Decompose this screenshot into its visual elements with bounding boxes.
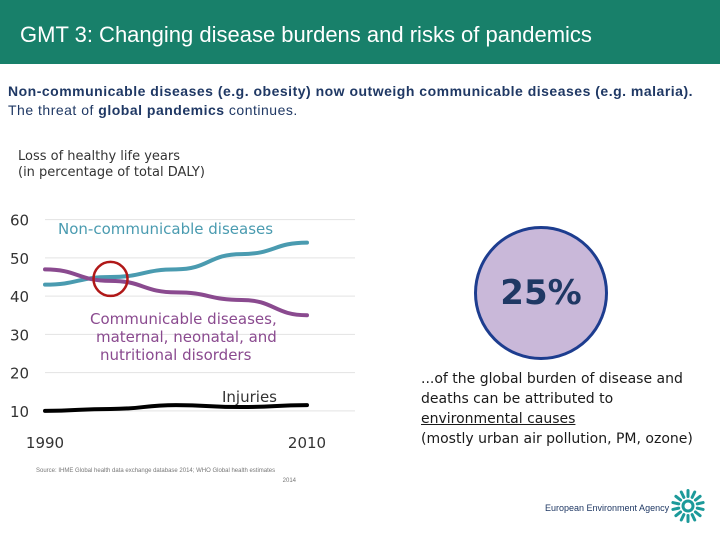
eea-logo-icon bbox=[670, 488, 706, 524]
y-tick-label: 30 bbox=[10, 326, 30, 345]
chart-title-line-2: (in percentage of total DALY) bbox=[18, 165, 205, 180]
intro-bold-2: global pandemics bbox=[98, 102, 225, 118]
logo-ray bbox=[687, 489, 690, 498]
series-line-communicable bbox=[45, 269, 307, 315]
intro-text bbox=[8, 82, 713, 120]
intro-text-3: continues. bbox=[224, 102, 298, 118]
x-tick-label: 2010 bbox=[287, 434, 327, 452]
percentage-badge bbox=[474, 226, 608, 360]
series-label-communicable-line-1: Communicable diseases, bbox=[90, 310, 277, 328]
daly-line-chart bbox=[0, 140, 400, 460]
series-label-injuries: Injuries bbox=[222, 388, 277, 406]
x-tick-label: 1990 bbox=[25, 434, 65, 452]
environment-line-3: environmental causes bbox=[421, 411, 576, 427]
series-label-communicable-line-3: nutritional disorders bbox=[100, 346, 252, 364]
logo-ray bbox=[671, 506, 680, 511]
series-line-injuries bbox=[45, 405, 307, 411]
logo-ray bbox=[687, 514, 690, 523]
source-text: Source: IHME Global health data exchange database 2014; WHO Global health estimates bbox=[36, 468, 276, 474]
chart-title-line-1: Loss of healthy life years bbox=[18, 149, 180, 164]
logo-ray bbox=[671, 501, 680, 506]
source-year: 2014 bbox=[282, 478, 296, 484]
percentage-value: 25% bbox=[500, 273, 582, 313]
environment-line-2: deaths can be attributed to bbox=[421, 391, 614, 407]
environment-line-1: ...of the global burden of disease and bbox=[421, 371, 683, 387]
y-tick-label: 40 bbox=[10, 288, 30, 307]
intro-text-2: The threat of bbox=[8, 102, 99, 118]
y-tick-label: 10 bbox=[10, 402, 30, 421]
intro-bold-1: Non-communicable diseases (e.g. obesity) now outweigh communicable diseases (e.g. malaria). bbox=[8, 83, 694, 99]
logo-ray bbox=[695, 506, 704, 511]
series-label-noncommunicable: Non-communicable diseases bbox=[58, 220, 274, 238]
agency-name: European Environment Agency bbox=[545, 503, 670, 513]
y-tick-label: 20 bbox=[10, 364, 30, 383]
logo-ray bbox=[695, 501, 704, 506]
y-tick-label: 50 bbox=[10, 249, 30, 268]
environment-line-4: (mostly urban air pollution, PM, ozone) bbox=[421, 431, 693, 447]
environment-note bbox=[421, 369, 711, 449]
page-title: GMT 3: Changing disease burdens and risks of pandemics bbox=[20, 22, 592, 47]
header-bar bbox=[0, 0, 720, 64]
series-label-communicable-line-2: maternal, neonatal, and bbox=[96, 328, 277, 346]
y-tick-label: 60 bbox=[10, 211, 30, 230]
source-note bbox=[36, 466, 306, 486]
